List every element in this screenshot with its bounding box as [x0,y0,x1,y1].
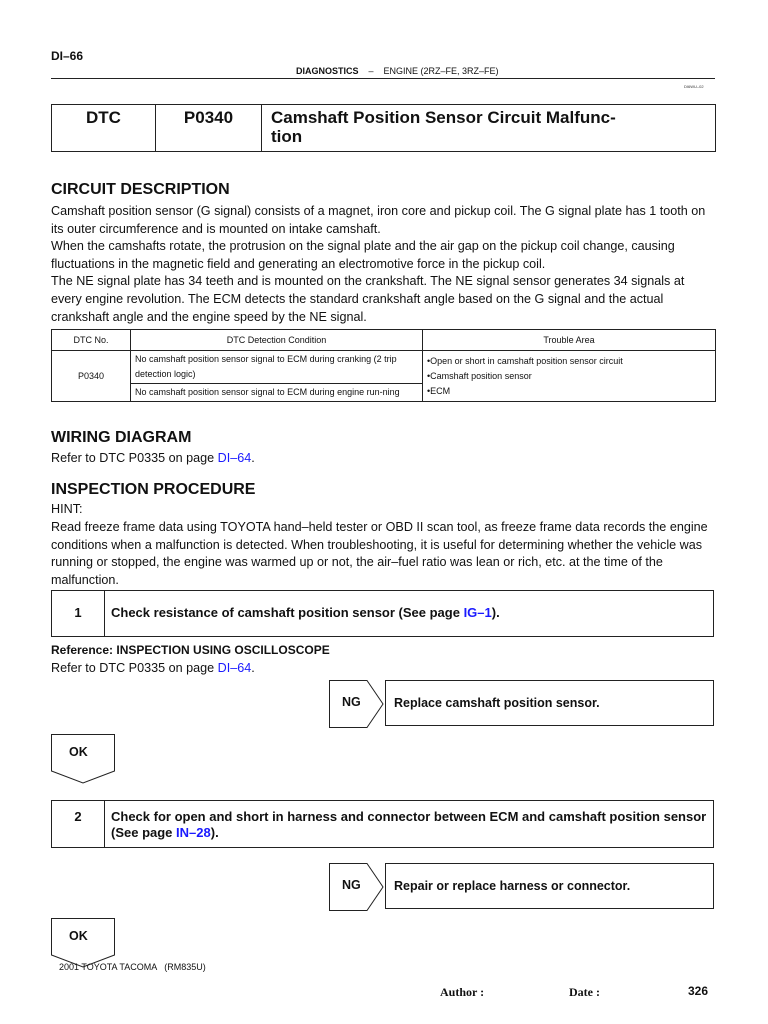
ng-action-1: Replace camshaft position sensor. [385,680,714,726]
reference-prefix: Refer to DTC P0335 on page [51,661,218,675]
step-text-suffix: ). [491,605,500,620]
step-text-prefix: Check resistance of camshaft position sensor (See page [111,605,464,620]
ng-label: NG [342,878,361,892]
step-number: 1 [52,591,105,636]
step-2-box [51,800,714,848]
dtc-title-line1: Camshaft Position Sensor Circuit Malfunc- [271,108,616,127]
dtc-detection-table [51,329,716,402]
header-divider [51,78,715,79]
trouble-area-item: • Camshaft position sensor [427,369,711,384]
circuit-paragraph-3: The NE signal plate has 34 teeth and is mounted on the crankshaft. The NE signal sensor generates 34 signals at every engine revolution. The ECM detects the standard crankshaft angle based on the G signal and the actual crankshaft angle and the engine speed by the NE signal. [51,274,685,324]
step-text-suffix: ). [210,825,219,840]
condition-cell-1: No camshaft position sensor signal to ECM during cranking (2 trip detection logic) [131,351,423,384]
reference-suffix: . [251,661,255,675]
reference-text [51,660,715,678]
reference-page-link[interactable]: DI–64 [217,661,252,675]
dtc-no-cell: P0340 [52,351,131,402]
footer-page-number: 326 [688,984,709,998]
hint-text: Read freeze frame data using TOYOTA hand–held tester or OBD II scan tool, as freeze frame data records the engine conditions when a malfunction is detected. When troubleshooting, it is useful for determining whether the vehicle was running or stopped, the engine was warmed up or not, the air–fuel ratio was lean or rich, etc. at the time of the malfunction. [51,520,708,587]
trouble-area-item: • ECM [427,384,711,399]
circuit-description-body [51,203,715,326]
column-header-dtc-no: DTC No. [52,330,131,351]
wiring-diagram-heading: WIRING DIAGRAM [51,429,192,446]
dtc-title-box [51,104,716,152]
step-text [105,801,713,847]
dtc-code: P0340 [156,105,262,151]
header-section: DIAGNOSTICS [296,66,359,76]
wiring-text-prefix: Refer to DTC P0335 on page [51,451,218,465]
inspection-procedure-heading: INSPECTION PROCEDURE [51,481,256,498]
trouble-area-item: • Open or short in camshaft position sensor circuit [427,354,711,369]
wiring-diagram-text [51,450,715,468]
dtc-title [262,105,715,151]
footer-author-label: Author : [440,985,485,999]
header-subsection: ENGINE (2RZ–FE, 3RZ–FE) [383,66,499,76]
circuit-paragraph-1: Camshaft position sensor (G signal) consists of a magnet, iron core and pickup coil. The G signal plate has 1 tooth on its outer circumference and is mounted on intake camshaft. [51,204,706,236]
column-header-condition: DTC Detection Condition [131,330,423,351]
step-1-page-link[interactable]: IG–1 [463,605,492,620]
dtc-label: DTC [52,105,156,151]
condition-cell-2: No camshaft position sensor signal to ECM during engine run-ning [131,384,423,402]
trouble-area-cell [423,351,716,402]
wiring-page-link[interactable]: DI–64 [217,451,252,465]
step-text-prefix: Check for open and short in harness and connector between ECM and camshaft position sensor (See page [111,809,707,840]
table-header-row [52,330,716,351]
ng-action-2: Repair or replace harness or connector. [385,863,714,909]
ok-label: OK [69,745,88,759]
header-separator: – [368,66,374,76]
footer-date-label: Date : [569,985,600,999]
footer-model: 2001 TOYOTA TACOMA (RM835U) [59,962,206,972]
column-header-trouble-area: Trouble Area [423,330,716,351]
ok-arrow-1 [51,734,116,789]
ok-label: OK [69,929,88,943]
wiring-text-suffix: . [251,451,255,465]
step-text [105,591,713,636]
ok-arrow-icon [51,918,116,968]
hint-label: HINT: [51,502,83,516]
step-1-box [51,590,714,637]
circuit-paragraph-2: When the camshafts rotate, the protrusion on the signal plate and the air gap on the pickup coil change, causing fluctuations in the magnetic field and generating an electromotive force in the pickup coil. [51,239,675,271]
table-row [52,351,716,384]
reference-title: Reference: INSPECTION USING OSCILLOSCOPE [51,643,330,657]
ng-arrow-1 [329,680,385,733]
document-code: DI6WU–02 [684,84,704,89]
ng-label: NG [342,695,361,709]
dtc-title-line2: tion [271,127,303,146]
circuit-description-heading: CIRCUIT DESCRIPTION [51,181,230,198]
step-number: 2 [52,801,105,847]
page-id: DI–66 [51,49,84,63]
ok-arrow-icon [51,734,116,784]
running-header [296,66,499,76]
step-2-page-link[interactable]: IN–28 [176,825,211,840]
trouble-area-list [427,354,711,399]
ng-arrow-2 [329,863,385,916]
